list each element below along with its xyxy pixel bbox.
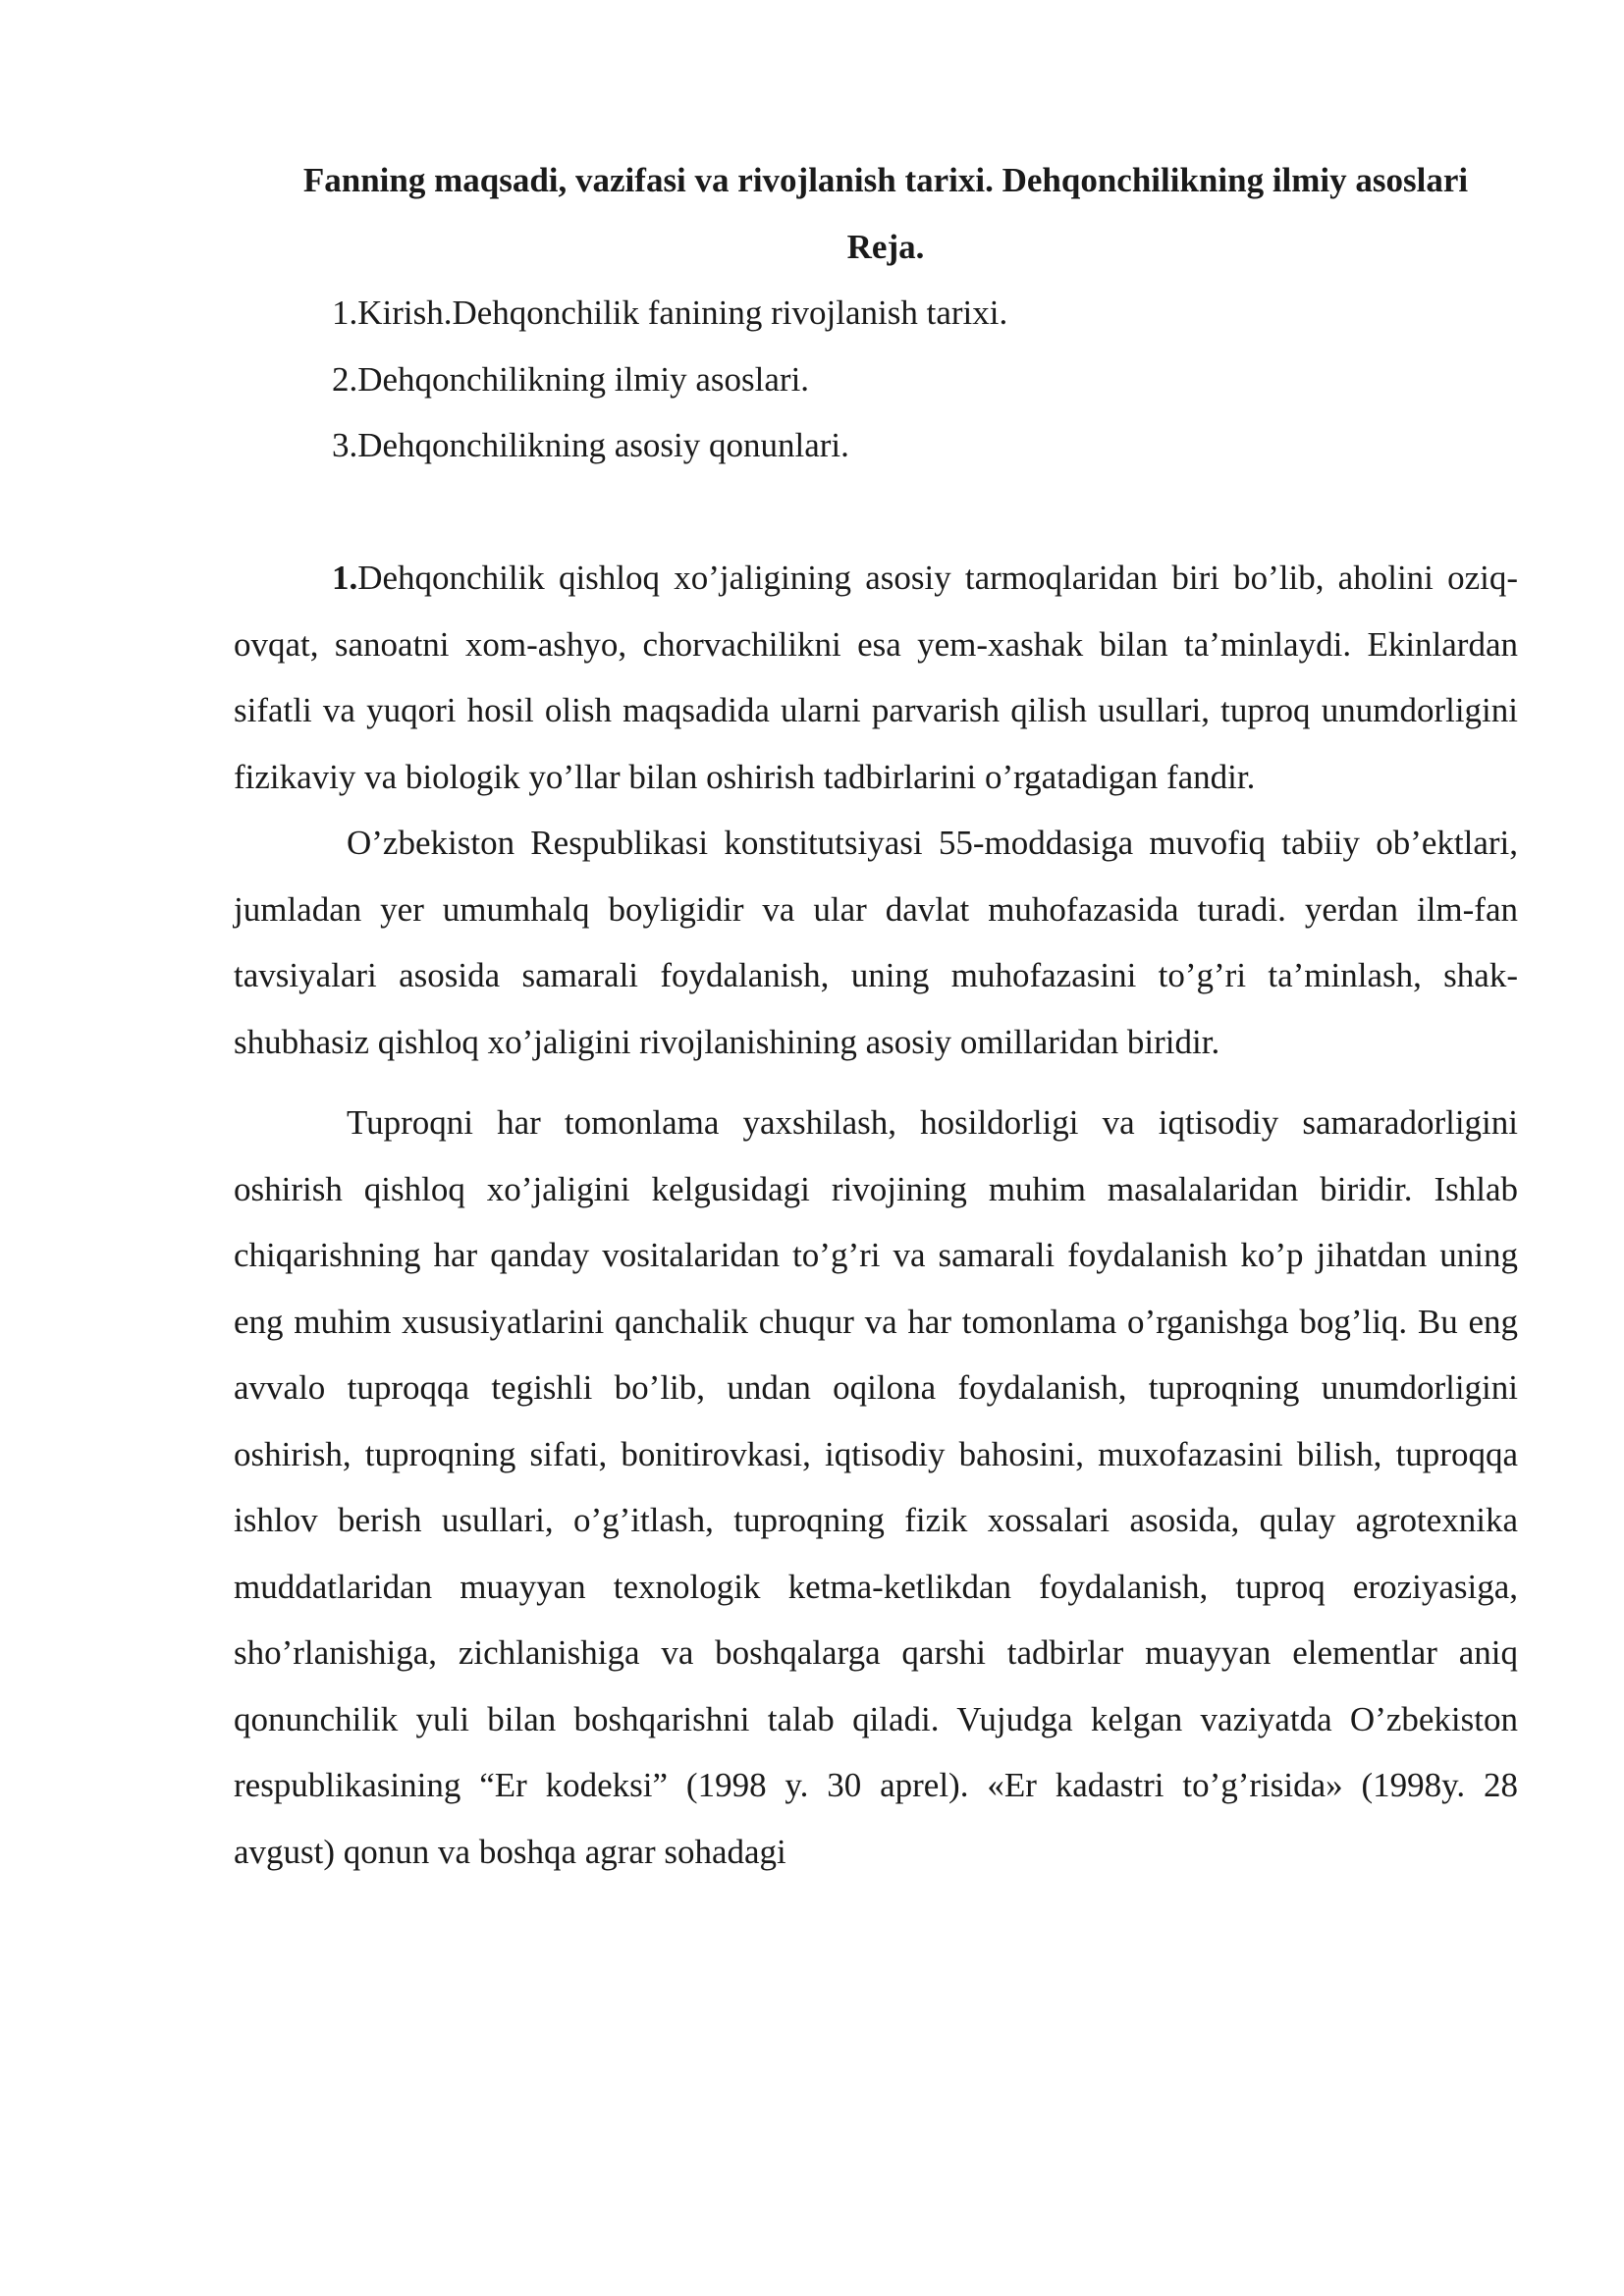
paragraph-gap: [234, 1075, 1518, 1090]
paragraph-number: 1.: [332, 559, 358, 597]
paragraph-text: Dehqonchilik qishloq xo’jaligining asosiy tarmoqlaridan biri bo’lib, aholini oziq-ovqat, sanoatni xom-ashyo, chorvachilikni esa yem-xashak bilan ta’minlaydi. Ekinlardan sifatli va yuqori hosil olish maqsadida ularni parvarish qilish usullari, tuproq unumdorligini fizikaviy va biologik yo’llar bilan oshirish tadbirlarini o’rgatadigan fandir.: [234, 559, 1518, 796]
body-paragraph: [234, 545, 1518, 810]
plan-item: 1.Kirish.Dehqonchilik fanining rivojlanish tarixi.: [332, 294, 1008, 332]
document-content: [234, 147, 1518, 1885]
plan-list: [234, 280, 1518, 479]
body-paragraph: O’zbekiston Respublikasi konstitutsiyasi 55-moddasiga muvofiq tabiiy ob’ektlari, jumladan yer umumhalq boyligidir va ular davlat muhofazasida turadi. yerdan ilm-fan tavsiyalari asosida samarali foydalanish, uning muhofazasini to’g’ri ta’minlash, shak-shubhasiz qishloq xo’jaligini rivojlanishining asosiy omillaridan biridir.: [234, 824, 1518, 1061]
plan-heading: Reja.: [846, 227, 925, 266]
blank-line: [234, 479, 1518, 546]
body-paragraph: Tuproqni har tomonlama yaxshilash, hosildorligi va iqtisodiy samaradorligini oshirish qishloq xo’jaligini kelgusidagi rivojining muhim masalalaridan biridir. Ishlab chiqarishning har qanday vositalaridan to’g’ri va samarali foydalanish ko’p jihatdan uning eng muhim xususiyatlarini qanchalik chuqur va har tomonlama o’rganishga bog’liq. Bu eng avvalo tuproqqa tegishli bo’lib, undan oqilona foydalanish, tuproqning unumdorligini oshirish, tuproqning sifati, bonitirovkasi, iqtisodiy bahosini, muxofazasini bilish, tuproqqa ishlov berish usullari, o’g’itlash, tuproqning fizik xossalari asosida, qulay agrotexnika muddatlaridan muayyan texnologik ketma-ketlikdan foydalanish, tuproq eroziyasiga, sho’rlanishiga, zichlanishiga va boshqalarga qarshi tadbirlar muayyan elementlar aniq qonunchilik yuli bilan boshqarishni talab qiladi. Vujudga kelgan vaziyatda O’zbekiston respublikasining “Er kodeksi” (1998 y. 30 aprel). «Er kadastri to’g’risida» (1998y. 28 avgust) qonun va boshqa agrar sohadagi: [234, 1103, 1518, 1871]
plan-item: 2.Dehqonchilikning ilmiy asoslari.: [332, 359, 810, 399]
plan-item: 3.Dehqonchilikning asosiy qonunlari.: [332, 426, 849, 464]
document-title: Fanning maqsadi, vazifasi va rivojlanish tarixi. Dehqonchilikning ilmiy asoslari: [302, 161, 1469, 199]
